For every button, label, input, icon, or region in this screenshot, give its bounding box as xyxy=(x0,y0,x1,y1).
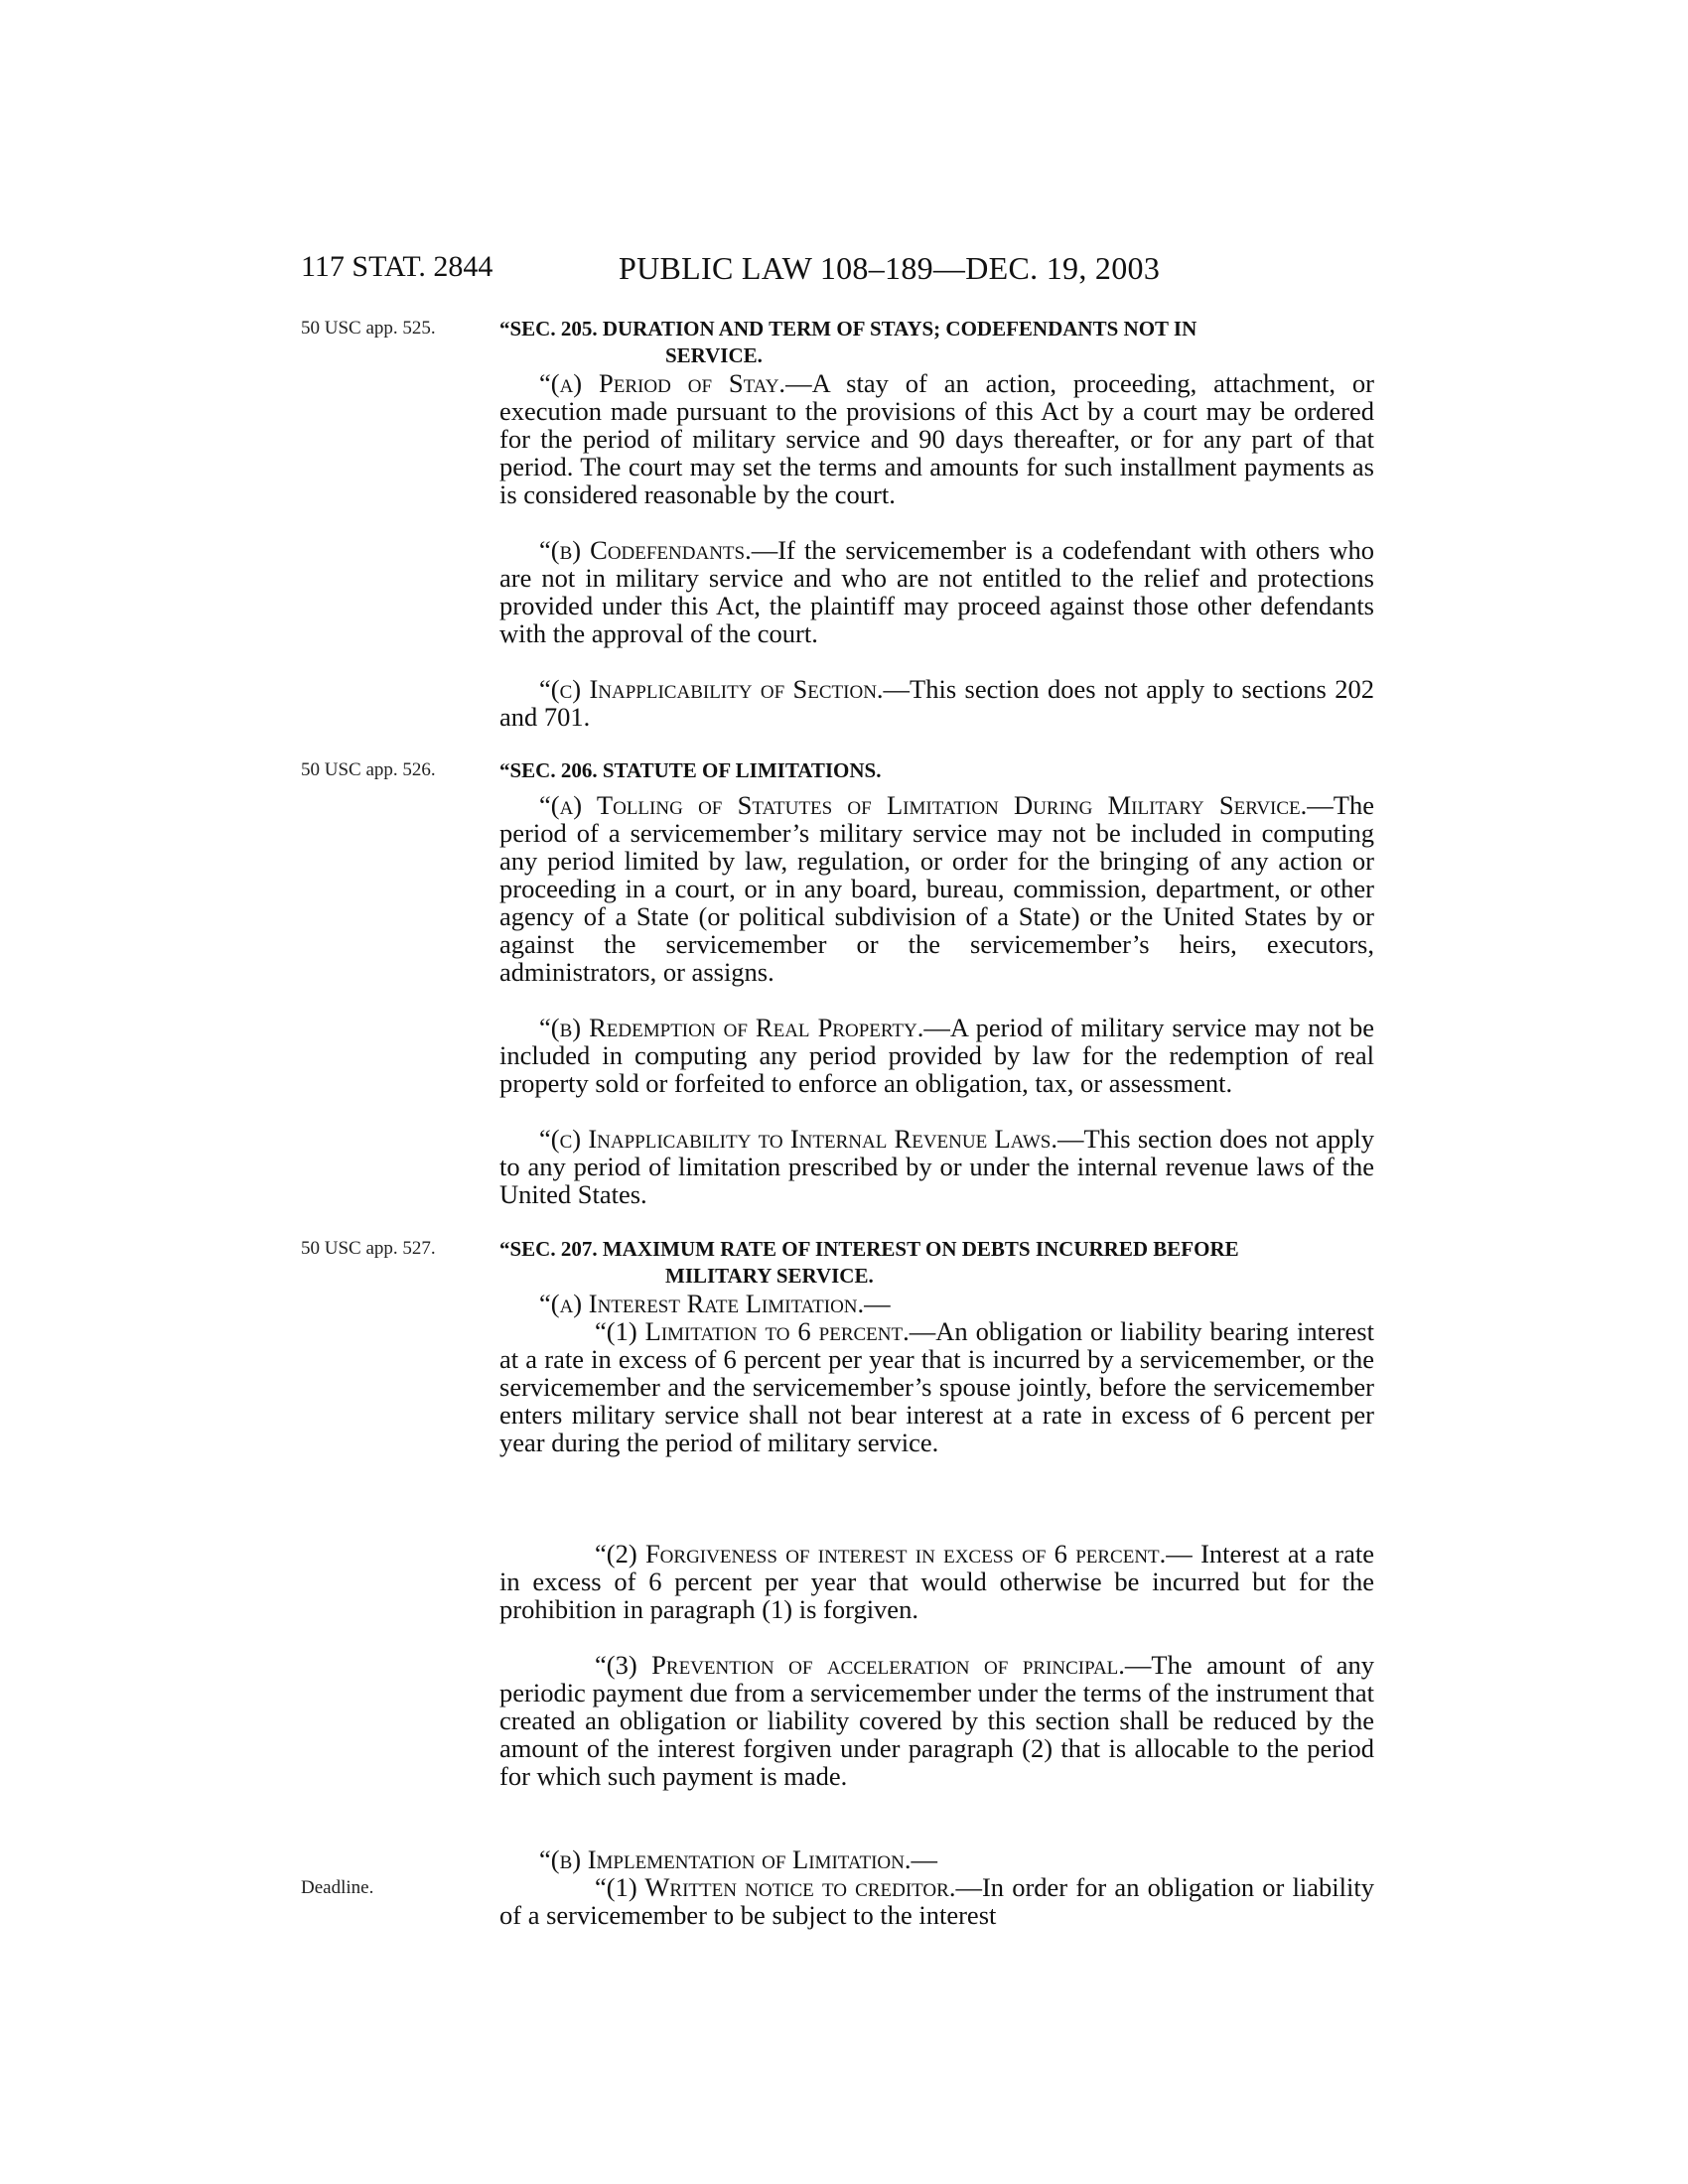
section-206-subsection-b xyxy=(499,1014,1374,1097)
margin-note-usc-525: 50 USC app. 525. xyxy=(301,318,436,339)
section-206-heading: “SEC. 206. STATUTE OF LIMITATIONS. xyxy=(499,758,882,782)
section-206-a-text: —The period of a servicemember’s military service may not be included in computing any period limited by law, regulation, or order for the bringing of any action or proceeding in a court, or in any board, bureau, commission, department, or other agency of a State (or political subdivision of a State) or the United States by or against the servicemember or the servicemember’s heirs, executors, administrators, or assigns. xyxy=(499,790,1374,987)
section-205-b-text: —If the servicemember is a codefendant with others who are not in military service and who are not entitled to the relief and protections provided under this Act, the plaintiff may proceed against those other defendants with the approval of the court. xyxy=(499,535,1374,648)
section-206-subsection-c xyxy=(499,1125,1374,1208)
section-207-a1-heading: “(1) Limitation to 6 percent. xyxy=(595,1316,910,1346)
section-207-paragraph-a1 xyxy=(499,1317,1374,1456)
section-207-paragraph-a3 xyxy=(499,1651,1374,1790)
margin-note-deadline: Deadline. xyxy=(301,1877,374,1898)
section-206-b-text: —A period of military service may not be included in computing any period provided by law for the redemption of real property sold or forfeited to enforce an obligation, tax, or assessment. xyxy=(499,1013,1374,1098)
section-207-b-heading-text: “(b) Implementation of Limitation.— xyxy=(539,1844,937,1874)
section-205-subsection-c xyxy=(499,675,1374,731)
section-205-heading xyxy=(499,316,1374,369)
section-206-c-heading: “(c) Inapplicability to Internal Revenue Laws. xyxy=(539,1124,1057,1154)
section-207-heading-line1: “SEC. 207. MAXIMUM RATE OF INTEREST ON DEBTS INCURRED BEFORE xyxy=(499,1237,1239,1261)
section-207-heading-line2: MILITARY SERVICE. xyxy=(665,1264,874,1288)
section-205-heading-line1: “SEC. 205. DURATION AND TERM OF STAYS; CODEFENDANTS NOT IN xyxy=(499,317,1197,341)
margin-note-usc-526: 50 USC app. 526. xyxy=(301,759,436,780)
section-207-a2-heading: “(2) Forgiveness of interest in excess of 6 percent. xyxy=(595,1539,1167,1569)
section-207-a1-text: —An obligation or liability bearing interest at a rate in excess of 6 percent per year that is incurred by a servicemember, or the servicemember and the servicemember’s spouse jointly, before the servicemember enters military service shall not bear interest at a rate in excess of 6 percent per year during the period of military service. xyxy=(499,1316,1374,1457)
section-206-a-heading: “(a) Tolling of Statutes of Limitation During Military Service. xyxy=(539,790,1308,820)
section-207-b1-text: —In order for an obligation or liability of a servicemember to be subject to the interest xyxy=(499,1872,1375,1930)
section-205-a-heading: “(a) Period of Stay. xyxy=(539,368,786,398)
section-207-subsection-b-heading xyxy=(499,1845,1374,1873)
section-207-paragraph-a2 xyxy=(499,1540,1374,1623)
section-205-c-heading: “(c) Inapplicability of Section. xyxy=(539,674,884,704)
section-207-a2-text: — Interest at a rate in excess of 6 percent per year that would otherwise be incurred but for the prohibition in paragraph (1) is forgiven. xyxy=(499,1539,1374,1624)
section-206-c-text: —This section does not apply to any period of limitation prescribed by or under the internal revenue laws of the United States. xyxy=(499,1124,1374,1209)
section-205-c-text: —This section does not apply to sections 202 and 701. xyxy=(499,674,1374,732)
page-header xyxy=(301,250,1374,290)
section-207-subsection-a-heading xyxy=(499,1290,1374,1317)
section-205-subsection-b xyxy=(499,536,1374,647)
section-207-b1-heading: “(1) Written notice to creditor. xyxy=(595,1872,956,1902)
section-207-heading xyxy=(499,1236,1374,1290)
statute-page-number: 117 STAT. 2844 xyxy=(301,250,493,283)
section-205-b-heading: “(b) Codefendants. xyxy=(539,535,752,565)
section-207-a3-heading: “(3) Prevention of acceleration of principal. xyxy=(595,1650,1125,1680)
section-207-paragraph-b1 xyxy=(499,1873,1374,1929)
public-law-citation: PUBLIC LAW 108–189—DEC. 19, 2003 xyxy=(619,250,1161,286)
section-206-subsection-a xyxy=(499,791,1374,986)
section-207-a-heading-text: “(a) Interest Rate Limitation.— xyxy=(539,1289,891,1318)
section-205-heading-line2: SERVICE. xyxy=(665,343,763,367)
section-205-subsection-a xyxy=(499,369,1374,508)
section-206-b-heading: “(b) Redemption of Real Property. xyxy=(539,1013,924,1042)
section-207-a3-text: —The amount of any periodic payment due from a servicemember under the terms of the instrument that created an obligation or liability covered by this section shall be reduced by the amount of the interest forgiven under paragraph (2) that is allocable to the period for which such payment is made. xyxy=(499,1650,1374,1791)
section-205-a-text: —A stay of an action, proceeding, attachment, or execution made pursuant to the provisions of this Act by a court may be ordered for the period of military service and 90 days thereafter, or for any part of that period. The court may set the terms and amounts for such installment payments as is considered reasonable by the court. xyxy=(499,368,1374,509)
margin-note-usc-527: 50 USC app. 527. xyxy=(301,1238,436,1259)
